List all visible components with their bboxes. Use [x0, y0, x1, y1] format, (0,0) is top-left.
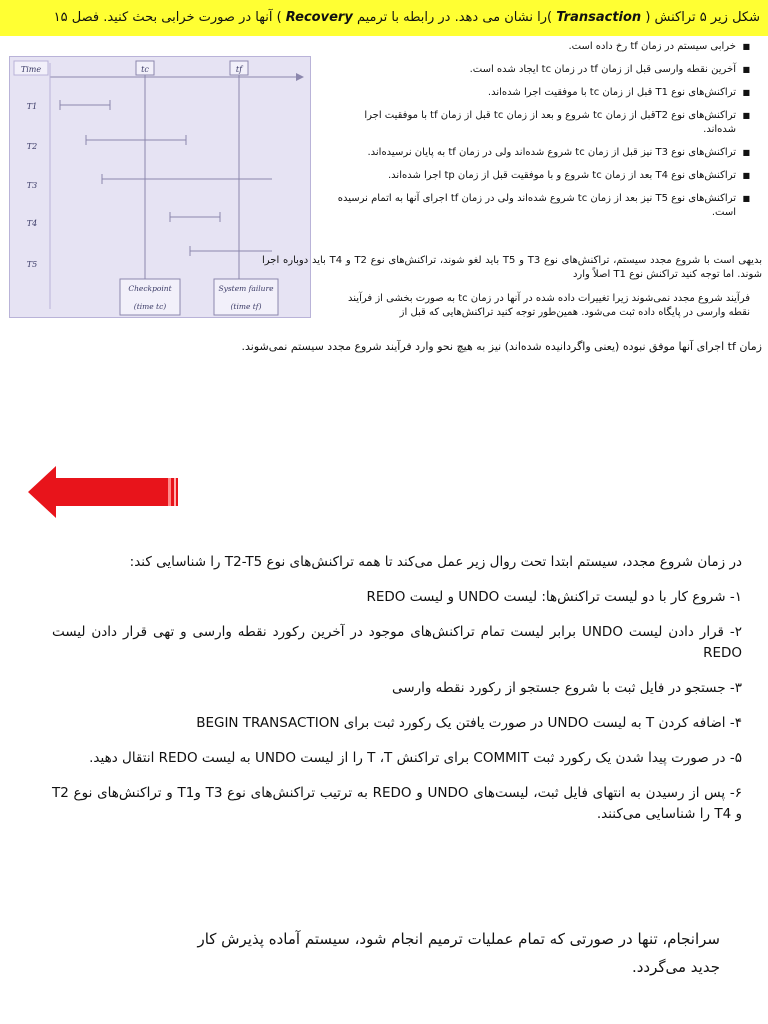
bullet-item: ■ تراکنش‌های نوع T4 بعد از زمان tc شروع و با موفقیت قبل از زمان tp اجرا شده‌اند. [330, 169, 750, 183]
row-label-t1: T1 [26, 102, 38, 111]
t1-interval [60, 100, 110, 110]
row-label-t4: T4 [26, 219, 38, 228]
procedure-step: ۱- شروع کار با دو لیست تراکنش‌ها: لیست UNDO و لیست REDO [366, 589, 742, 605]
time-axis-arrowhead [296, 73, 304, 81]
transaction-bullet-list [330, 40, 750, 229]
bullet-item: ■ تراکنش‌های نوع T1 قبل از زمان tc با موفقیت اجرا شده‌اند. [330, 86, 750, 100]
title-english-transaction: Transaction [556, 10, 642, 25]
bullet-item: ■ خرابی سیستم در زمان tf رخ داده است. [330, 40, 750, 54]
title-suffix: ) آنها در صورت خرابی بحث کنید. فصل ۱۵ [53, 10, 282, 25]
explanation-paragraph-2: فرآیند شروع مجدد نمی‌شوند زیرا تغییرات داده شده در آنها در زمان tc به صورت بخشی از فرآیند نقطه وارسی در پایگاه داده ثبت می‌شود. همین‌طور توجه کنید تراکنش‌هایی که قبل از [348, 293, 750, 318]
procedure-intro: در زمان شروع مجدد، سیستم ابتدا تحت روال زیر عمل می‌کند تا همه تراکنش‌های نوع T2-T5 را شناسایی کند: [129, 554, 742, 570]
bullet-item: ■ آخرین نقطه وارسی قبل از زمان tf در زمان tc ایجاد شده است. [330, 63, 750, 77]
failure-label: System failure [218, 284, 274, 293]
bullet-item: ■ تراکنش‌های نوع T3 نیز قبل از زمان tc شروع شده‌اند ولی در زمان tf به پایان نرسیده‌اند. [330, 146, 750, 160]
left-arrow-icon [28, 466, 180, 518]
t2-interval [86, 135, 186, 145]
time-label: Time [20, 65, 42, 74]
title-middle: )را نشان می دهد. در رابطه با ترمیم [356, 10, 553, 25]
procedure-step: ۶- پس از رسیدن به انتهای فایل ثبت، لیست‌های UNDO و REDO به ترتیب تراکنش‌های نوع T3 وT1 و تراکنش‌های نوع T2 و T4 را شناسایی می‌کنند. [52, 785, 743, 822]
tf-label: tf [235, 65, 243, 74]
procedure-step: ۵- در صورت پیدا شدن یک رکورد ثبت COMMIT برای تراکنش T ،T را از لیست UNDO به لیست REDO انتقال دهید. [89, 750, 742, 766]
failure-time: (time tf) [230, 302, 262, 311]
row-label-t3: T3 [26, 181, 38, 190]
t5-interval [190, 246, 272, 256]
tc-label: tc [141, 65, 149, 74]
bullet-item: ■ تراکنش‌های نوع T2قبل از زمان tc شروع و بعد از زمان tc قبل از زمان tf با موفقیت اجرا شده‌اند. [330, 109, 750, 137]
checkpoint-label: Checkpoint [128, 284, 172, 293]
checkpoint-time: (time tc) [133, 302, 167, 311]
title-prefix: شکل زیر ۵ تراکنش ( [645, 10, 760, 25]
t3-interval [102, 174, 272, 184]
title-english-recovery: Recovery [285, 10, 353, 25]
procedure-step: ۳- جستجو در فایل ثبت با شروع جستجو از رکورد نقطه وارسی [392, 680, 742, 696]
row-label-t2: T2 [26, 142, 38, 151]
explanation-paragraph-1: بدیهی است با شروع مجدد سیستم، تراکنش‌های نوع T3 و T5 باید لغو شوند، تراکنش‌های نوع T2 و T4 باید دوباره اجرا شوند. اما توجه کنید تراکنش نوع T1 اصلاً وارد [262, 255, 762, 280]
restart-procedure-section [52, 552, 742, 839]
procedure-step: ۴- اضافه کردن T به لیست UNDO در صورت یافتن یک رکورد ثبت برای BEGIN TRANSACTION [196, 715, 742, 731]
explanation-paragraph-3: زمان tf اجرای آنها موفق نبوده (یعنی واگردانیده شده‌اند) نیز به هیچ نحو وارد فرآیند شروع مجدد سیستم نمی‌شوند. [241, 340, 762, 353]
t4-interval [170, 212, 220, 222]
page-title [0, 0, 768, 36]
procedure-step: ۲- قرار دادن لیست UNDO برابر لیست تمام تراکنش‌های موجود در آخرین رکورد نقطه وارسی و تهی قرار دادن لیست REDO [52, 624, 742, 661]
closing-paragraph: سرانجام، تنها در صورتی که تمام عملیات ترمیم انجام شود، سیستم آماده پذیرش کار جدید می‌گردد. [197, 930, 720, 976]
bullet-item: ■ تراکنش‌های نوع T5 نیز بعد از زمان tc شروع شده‌اند ولی در زمان tf اجرای آنها به اتمام نرسیده است. [330, 192, 750, 220]
row-label-t5: T5 [26, 260, 38, 269]
